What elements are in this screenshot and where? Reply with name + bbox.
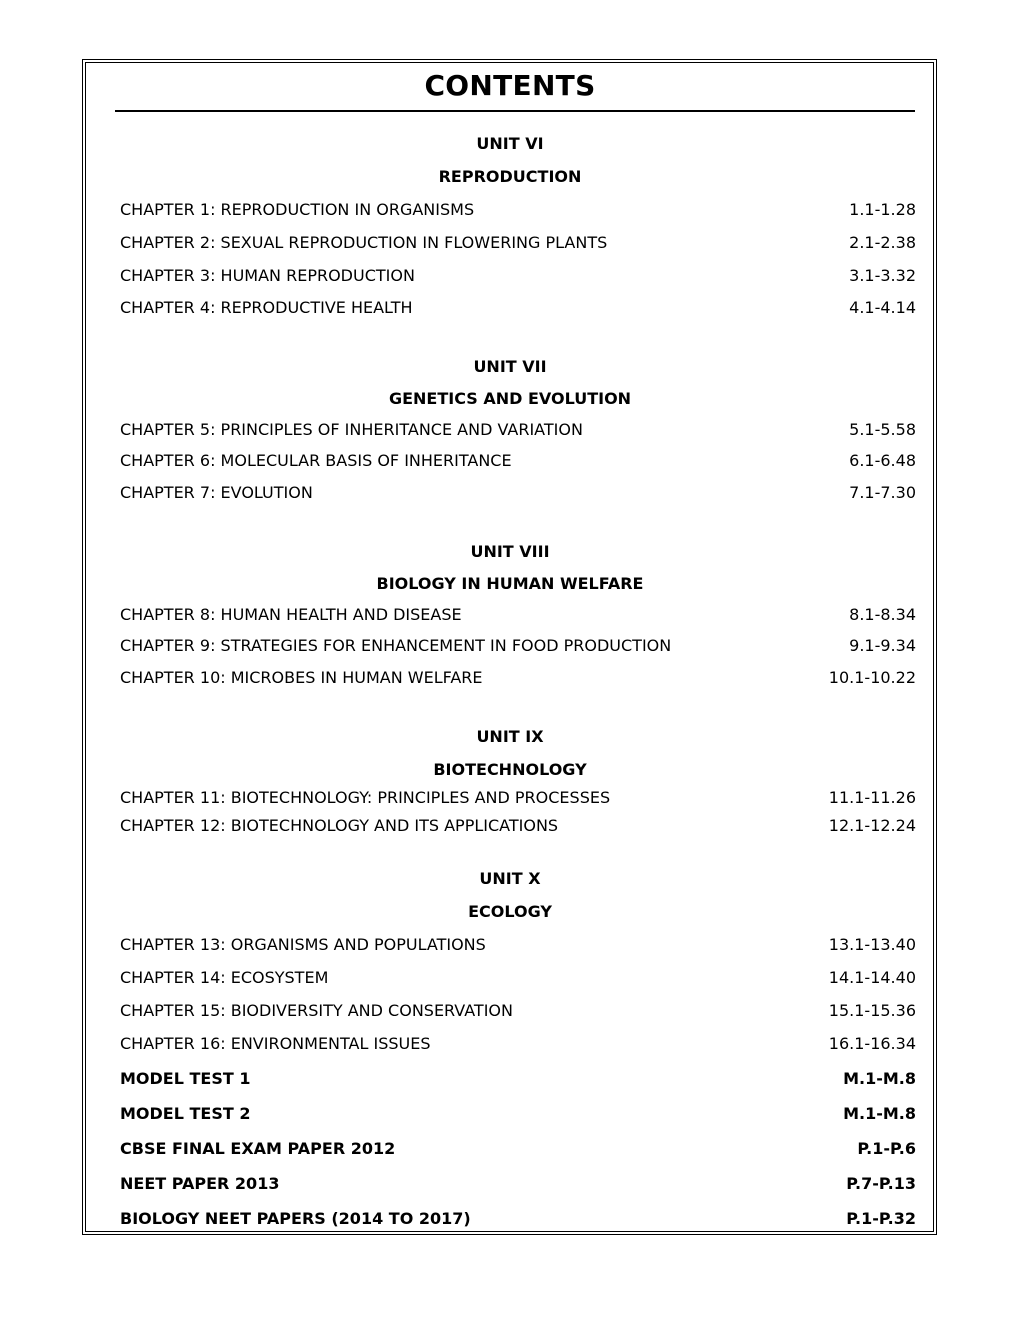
unit-heading-vi: UNIT VI (476, 134, 544, 153)
unit-name-genetics-and-evolution: GENETICS AND EVOLUTION (388, 389, 632, 408)
toc-entry-label: MODEL TEST 2 (120, 1104, 251, 1123)
toc-entry-chapter-14[interactable] (120, 967, 916, 989)
toc-entry-label: CHAPTER 16: ENVIRONMENTAL ISSUES (120, 1034, 431, 1053)
unit-name-ecology: ECOLOGY (468, 902, 552, 921)
toc-entry-label: CHAPTER 14: ECOSYSTEM (120, 968, 329, 987)
toc-entry-pages: 12.1-12.24 (828, 816, 916, 835)
toc-entry-pages: 4.1-4.14 (849, 298, 916, 317)
toc-entry-chapter-15[interactable] (120, 1000, 916, 1022)
unit-heading-x: UNIT X (479, 869, 541, 888)
toc-entry-chapter-6[interactable] (120, 450, 916, 472)
toc-entry-label: MODEL TEST 1 (120, 1069, 251, 1088)
toc-entry-label: NEET PAPER 2013 (120, 1174, 280, 1193)
toc-entry-cbse-2012[interactable] (120, 1138, 916, 1160)
title-underline (115, 110, 915, 112)
toc-entry-label: CHAPTER 2: SEXUAL REPRODUCTION IN FLOWERING PLANTS (120, 233, 608, 252)
toc-entry-label: BIOLOGY NEET PAPERS (2014 TO 2017) (120, 1209, 471, 1228)
toc-entry-label: CBSE FINAL EXAM PAPER 2012 (120, 1139, 396, 1158)
toc-entry-pages: 1.1-1.28 (849, 200, 916, 219)
page-title: CONTENTS (424, 69, 596, 102)
unit-heading-vii: UNIT VII (473, 357, 547, 376)
toc-entry-chapter-4[interactable] (120, 297, 916, 319)
unit-heading-viii: UNIT VIII (470, 542, 550, 561)
unit-name-reproduction: REPRODUCTION (438, 167, 582, 186)
toc-entry-label: CHAPTER 12: BIOTECHNOLOGY AND ITS APPLICATIONS (120, 816, 559, 835)
toc-entry-pages: 2.1-2.38 (849, 233, 916, 252)
toc-entry-neet-2014-2017[interactable] (120, 1208, 916, 1230)
toc-entry-chapter-9[interactable] (120, 635, 916, 657)
toc-entry-chapter-16[interactable] (120, 1033, 916, 1055)
toc-entry-pages: M.1-M.8 (843, 1104, 916, 1123)
toc-entry-label: CHAPTER 8: HUMAN HEALTH AND DISEASE (120, 605, 462, 624)
toc-entry-chapter-1[interactable] (120, 199, 916, 221)
toc-entry-chapter-3[interactable] (120, 265, 916, 287)
toc-entry-pages: 15.1-15.36 (828, 1001, 916, 1020)
toc-entry-pages: 8.1-8.34 (849, 605, 916, 624)
toc-entry-label: CHAPTER 6: MOLECULAR BASIS OF INHERITANCE (120, 451, 512, 470)
toc-entry-chapter-13[interactable] (120, 934, 916, 956)
toc-entry-chapter-8[interactable] (120, 604, 916, 626)
toc-entry-pages: P.1-P.6 (857, 1139, 916, 1158)
toc-entry-label: CHAPTER 15: BIODIVERSITY AND CONSERVATION (120, 1001, 513, 1020)
toc-entry-chapter-5[interactable] (120, 419, 916, 441)
toc-entry-chapter-12[interactable] (120, 815, 916, 837)
toc-entry-pages: 11.1-11.26 (828, 788, 916, 807)
toc-entry-pages: 9.1-9.34 (849, 636, 916, 655)
toc-entry-chapter-10[interactable] (120, 667, 916, 689)
toc-entry-model-test-2[interactable] (120, 1103, 916, 1125)
toc-entry-pages: 13.1-13.40 (828, 935, 916, 954)
unit-name-biology-in-human-welfare: BIOLOGY IN HUMAN WELFARE (376, 574, 644, 593)
toc-entry-pages: 14.1-14.40 (828, 968, 916, 987)
toc-entry-pages: 10.1-10.22 (828, 668, 916, 687)
toc-entry-neet-2013[interactable] (120, 1173, 916, 1195)
unit-heading-ix: UNIT IX (476, 727, 544, 746)
toc-entry-pages: M.1-M.8 (843, 1069, 916, 1088)
toc-entry-pages: 16.1-16.34 (828, 1034, 916, 1053)
toc-entry-label: CHAPTER 10: MICROBES IN HUMAN WELFARE (120, 668, 483, 687)
toc-entry-pages: 6.1-6.48 (849, 451, 916, 470)
toc-entry-chapter-11[interactable] (120, 787, 916, 809)
toc-entry-model-test-1[interactable] (120, 1068, 916, 1090)
toc-entry-label: CHAPTER 4: REPRODUCTIVE HEALTH (120, 298, 413, 317)
toc-entry-label: CHAPTER 5: PRINCIPLES OF INHERITANCE AND VARIATION (120, 420, 583, 439)
toc-entry-label: CHAPTER 9: STRATEGIES FOR ENHANCEMENT IN FOOD PRODUCTION (120, 636, 672, 655)
unit-name-biotechnology: BIOTECHNOLOGY (433, 760, 587, 779)
toc-entry-label: CHAPTER 1: REPRODUCTION IN ORGANISMS (120, 200, 475, 219)
toc-entry-pages: P.7-P.13 (846, 1174, 916, 1193)
toc-entry-chapter-7[interactable] (120, 482, 916, 504)
toc-entry-pages: 3.1-3.32 (849, 266, 916, 285)
toc-entry-pages: 7.1-7.30 (849, 483, 916, 502)
toc-entry-label: CHAPTER 13: ORGANISMS AND POPULATIONS (120, 935, 486, 954)
toc-entry-pages: 5.1-5.58 (849, 420, 916, 439)
toc-entry-label: CHAPTER 11: BIOTECHNOLOGY: PRINCIPLES AND PROCESSES (120, 788, 611, 807)
toc-entry-label: CHAPTER 3: HUMAN REPRODUCTION (120, 266, 415, 285)
toc-entry-pages: P.1-P.32 (846, 1209, 916, 1228)
toc-entry-chapter-2[interactable] (120, 232, 916, 254)
toc-entry-label: CHAPTER 7: EVOLUTION (120, 483, 313, 502)
